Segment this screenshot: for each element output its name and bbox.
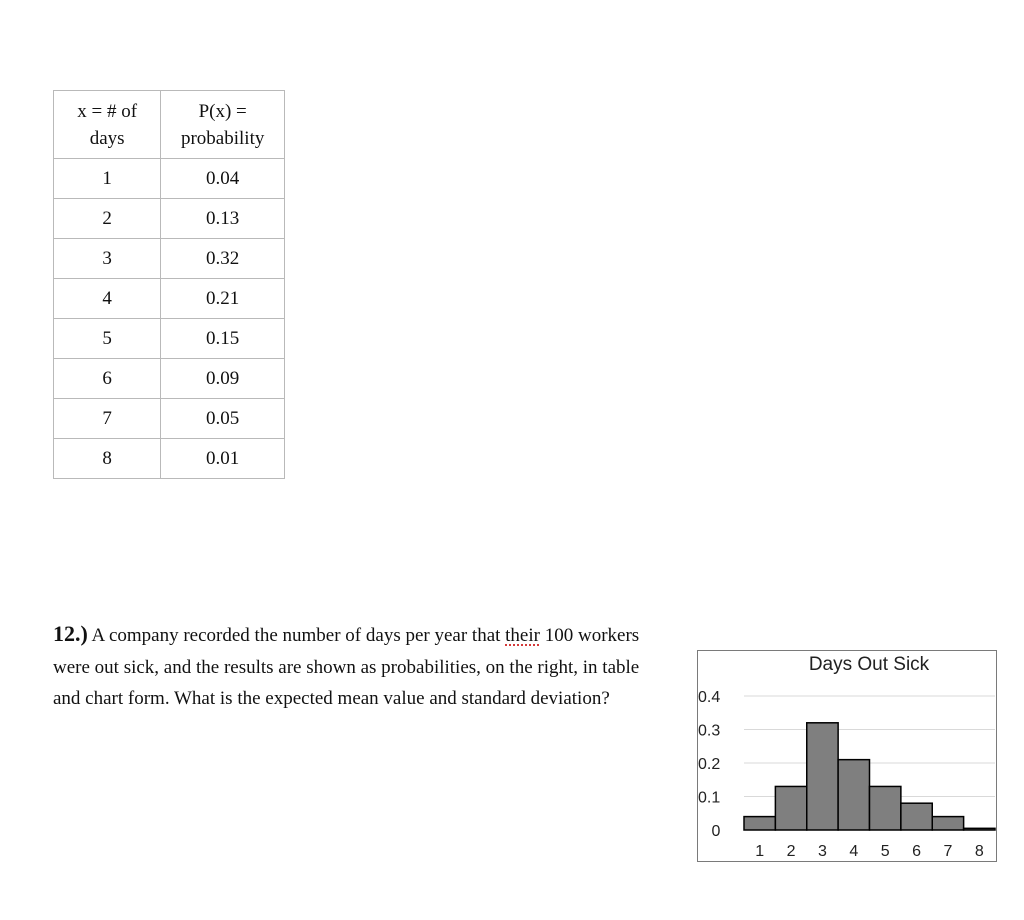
spellcheck-flagged-word[interactable]: their: [505, 625, 540, 646]
chart-bar: [964, 828, 995, 830]
chart-bar: [901, 803, 932, 830]
chart-y-axis: [698, 689, 721, 840]
cell-x: 1: [54, 159, 161, 199]
header-p-line-2: probability: [180, 127, 265, 149]
cell-p: 0.15: [161, 319, 285, 359]
cell-p: 0.05: [161, 399, 285, 439]
cell-x: 5: [54, 319, 161, 359]
header-x-line-2: days: [89, 127, 125, 149]
cell-x: 2: [54, 199, 161, 239]
chart-bar: [932, 817, 963, 830]
x-tick-label: 3: [817, 843, 827, 860]
cell-p: 0.21: [161, 279, 285, 319]
cell-p: 0.04: [161, 159, 285, 199]
question-text-start: A company recorded the number of days per year that: [87, 625, 506, 646]
x-tick-label: 1: [755, 843, 765, 860]
chart-bar: [807, 723, 838, 830]
chart-x-axis: [755, 843, 984, 860]
cell-p: 0.09: [161, 359, 285, 399]
cell-x: 8: [54, 439, 161, 479]
x-tick-label: 4: [849, 843, 859, 860]
header-p-line-1: P(x) =: [198, 100, 247, 122]
header-x-line-1: x = # of: [77, 100, 138, 122]
cell-p: 0.13: [161, 199, 285, 239]
x-tick-label: 8: [974, 843, 984, 860]
question-text-end: 100 workers were out sick, and the results are shown as probabilities, on the right, in table and chart form. What is the expected mean value and standard deviation?: [53, 625, 640, 709]
y-tick-label: 0.3: [698, 722, 721, 740]
y-tick-label: 0.1: [698, 789, 721, 807]
y-tick-label: 0.2: [698, 756, 721, 773]
y-tick-label: 0: [711, 823, 721, 840]
chart-bar: [775, 786, 806, 830]
chart-title: Days Out Sick: [808, 654, 930, 675]
chart-bar: [838, 760, 869, 830]
x-tick-label: 2: [786, 843, 796, 860]
cell-p: 0.01: [161, 439, 285, 479]
x-tick-label: 7: [943, 843, 953, 860]
x-tick-label: 5: [880, 843, 890, 860]
cell-p: 0.32: [161, 239, 285, 279]
y-tick-label: 0.4: [698, 689, 721, 706]
question-number: 12.): [53, 621, 88, 646]
chart-bar: [870, 786, 901, 830]
cell-x: 7: [54, 399, 161, 439]
cell-x: 3: [54, 239, 161, 279]
cell-x: 4: [54, 279, 161, 319]
cell-x: 6: [54, 359, 161, 399]
chart-bars: [744, 723, 995, 830]
chart-bar: [744, 817, 775, 830]
x-tick-label: 6: [912, 843, 922, 860]
